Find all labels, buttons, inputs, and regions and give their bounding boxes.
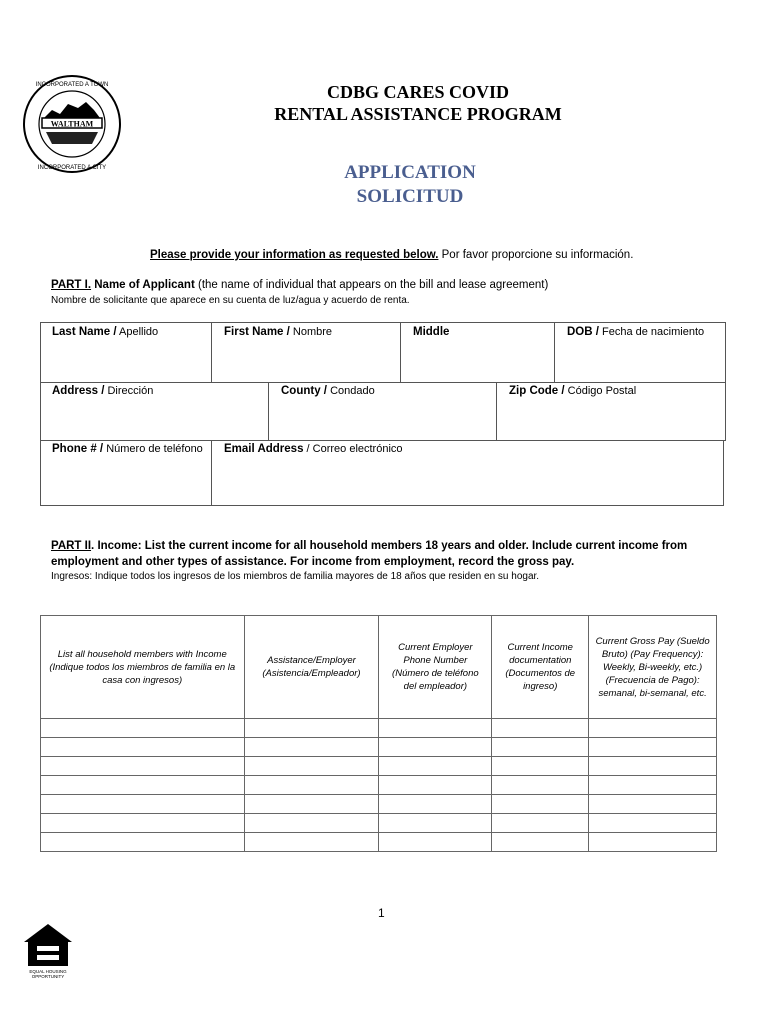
table-cell[interactable] [492, 833, 589, 852]
table-cell[interactable] [41, 719, 245, 738]
table-cell[interactable] [589, 814, 717, 833]
dob-label: DOB / [567, 326, 599, 338]
application-heading: APPLICATION [344, 162, 476, 183]
address-es: Dirección [107, 385, 154, 397]
table-cell[interactable] [589, 833, 717, 852]
col-employer-phone [379, 616, 492, 719]
city-seal-logo [22, 74, 122, 174]
table-cell[interactable] [41, 795, 245, 814]
equal-housing-icon [22, 922, 74, 980]
table-cell[interactable] [379, 814, 492, 833]
part2-title: Income [97, 540, 138, 552]
divider [211, 322, 212, 383]
col-income-documentation-label: Current Income documentation (Documentos de ingreso) [505, 642, 576, 692]
part1-desc: (the name of individual that appears on the bill and lease agreement) [197, 279, 549, 291]
income-table [40, 615, 717, 852]
email-label: Email Address [224, 443, 304, 455]
table-row [41, 719, 717, 738]
part2-heading: PART II. Income: List the current income for all household members 18 years and older. Include current income from [51, 540, 688, 552]
phone-es: Número de teléfono [106, 443, 203, 455]
table-cell[interactable] [244, 795, 379, 814]
divider [400, 322, 401, 383]
divider [496, 382, 497, 441]
table-cell[interactable] [41, 738, 245, 757]
divider [211, 440, 212, 506]
zip-label: Zip Code / [509, 385, 565, 397]
table-row [41, 795, 717, 814]
part2-label: PART II [51, 540, 92, 552]
dob-field[interactable] [567, 326, 704, 338]
address-label: Address / [52, 385, 105, 397]
col-employer-phone-label: Current Employer Phone Number (Número de teléfono del empleador) [392, 642, 479, 692]
svg-text:EQUAL HOUSING: EQUAL HOUSING [29, 969, 67, 974]
table-cell[interactable] [492, 814, 589, 833]
table-cell[interactable] [379, 795, 492, 814]
instructions [150, 249, 633, 261]
first-name-label: First Name / [224, 326, 290, 338]
table-row [41, 757, 717, 776]
table-cell[interactable] [589, 757, 717, 776]
county-label: County / [281, 385, 327, 397]
table-cell[interactable] [379, 757, 492, 776]
address-field[interactable] [52, 385, 153, 397]
solicitud-heading: SOLICITUD [356, 186, 464, 207]
email-field[interactable] [224, 443, 403, 455]
table-cell[interactable] [41, 776, 245, 795]
table-cell[interactable] [244, 738, 379, 757]
last-name-es: Apellido [119, 326, 159, 338]
title-line-2: RENTAL ASSISTANCE PROGRAM [274, 104, 562, 124]
part1-heading [51, 279, 548, 291]
table-row [41, 776, 717, 795]
table-cell[interactable] [589, 738, 717, 757]
table-cell[interactable] [492, 738, 589, 757]
table-cell[interactable] [379, 719, 492, 738]
instructions-spanish: Por favor proporcione su información. [441, 249, 634, 261]
middle-label: Middle [413, 326, 450, 338]
county-es: Condado [330, 385, 375, 397]
svg-text:INCORPORATED A TOWN: INCORPORATED A TOWN [35, 82, 109, 88]
col-gross-pay [589, 616, 717, 719]
svg-text:INCORPORATED A CITY: INCORPORATED A CITY [37, 165, 107, 171]
table-cell[interactable] [379, 776, 492, 795]
divider [268, 382, 269, 441]
part1-label: PART I. [51, 279, 92, 291]
col-household-members-label: List all household members with Income (Indique todos los miembros de familia en la casa con ingresos) [49, 648, 236, 686]
table-cell[interactable] [492, 719, 589, 738]
table-row [41, 738, 717, 757]
col-assistance-employer-label: Assistance/Employer (Asistencia/Empleador) [262, 655, 361, 679]
table-cell[interactable] [492, 757, 589, 776]
table-cell[interactable] [492, 776, 589, 795]
title-line-1: CDBG CARES COVID [326, 82, 510, 102]
col-assistance-employer [244, 616, 379, 719]
middle-field[interactable] [413, 326, 449, 338]
table-cell[interactable] [244, 757, 379, 776]
county-field[interactable] [281, 385, 375, 397]
email-es: / Correo electrónico [306, 443, 403, 455]
table-cell[interactable] [589, 776, 717, 795]
table-header-row [41, 616, 717, 719]
table-cell[interactable] [244, 719, 379, 738]
table-cell[interactable] [244, 833, 379, 852]
table-cell[interactable] [244, 814, 379, 833]
zip-es: Código Postal [567, 385, 637, 397]
svg-text:OPPORTUNITY: OPPORTUNITY [31, 974, 65, 979]
first-name-field[interactable] [224, 326, 332, 338]
table-row [41, 833, 717, 852]
dob-es: Fecha de nacimiento [602, 326, 705, 338]
page-number: 1 [378, 906, 385, 920]
phone-label: Phone # / [52, 443, 104, 455]
table-row [41, 814, 717, 833]
zip-field[interactable] [509, 385, 636, 397]
col-household-members [41, 616, 245, 719]
table-cell[interactable] [589, 795, 717, 814]
part2-spanish: Ingresos: Indique todos los ingresos de los miembros de familia mayores de 18 años que residen en su hogar. [51, 571, 540, 582]
last-name-field[interactable] [52, 326, 158, 338]
table-cell[interactable] [492, 795, 589, 814]
part2-desc-line1: : List the current income for all household members 18 years and older. Include current income from [137, 540, 688, 552]
table-cell[interactable] [41, 814, 245, 833]
table-cell[interactable] [41, 757, 245, 776]
col-gross-pay-label: Current Gross Pay (Sueldo Bruto) (Pay Frequency): Weekly, Bi-weekly, etc.)(Frecuencia de Pago): semanal, bi-semanal, etc. [595, 635, 710, 699]
first-name-es: Nombre [292, 326, 333, 338]
part1-spanish: Nombre de solicitante que aparece en su cuenta de luz/agua y acuerdo de renta. [51, 295, 410, 306]
table-cell[interactable] [41, 833, 245, 852]
phone-field[interactable] [52, 443, 203, 455]
col-income-documentation [492, 616, 589, 719]
part2-desc-line2: employment and other types of assistance. For income from employment, record the gross pay. [51, 556, 575, 568]
table-cell[interactable] [589, 719, 717, 738]
table-cell[interactable] [379, 738, 492, 757]
table-cell[interactable] [244, 776, 379, 795]
table-cell[interactable] [379, 833, 492, 852]
part1-title: Name of Applicant [94, 279, 195, 291]
divider [554, 322, 555, 383]
last-name-label: Last Name / [52, 326, 117, 338]
svg-text:WALTHAM: WALTHAM [50, 119, 94, 129]
instructions-english: Please provide your information as requested below. [150, 249, 439, 261]
